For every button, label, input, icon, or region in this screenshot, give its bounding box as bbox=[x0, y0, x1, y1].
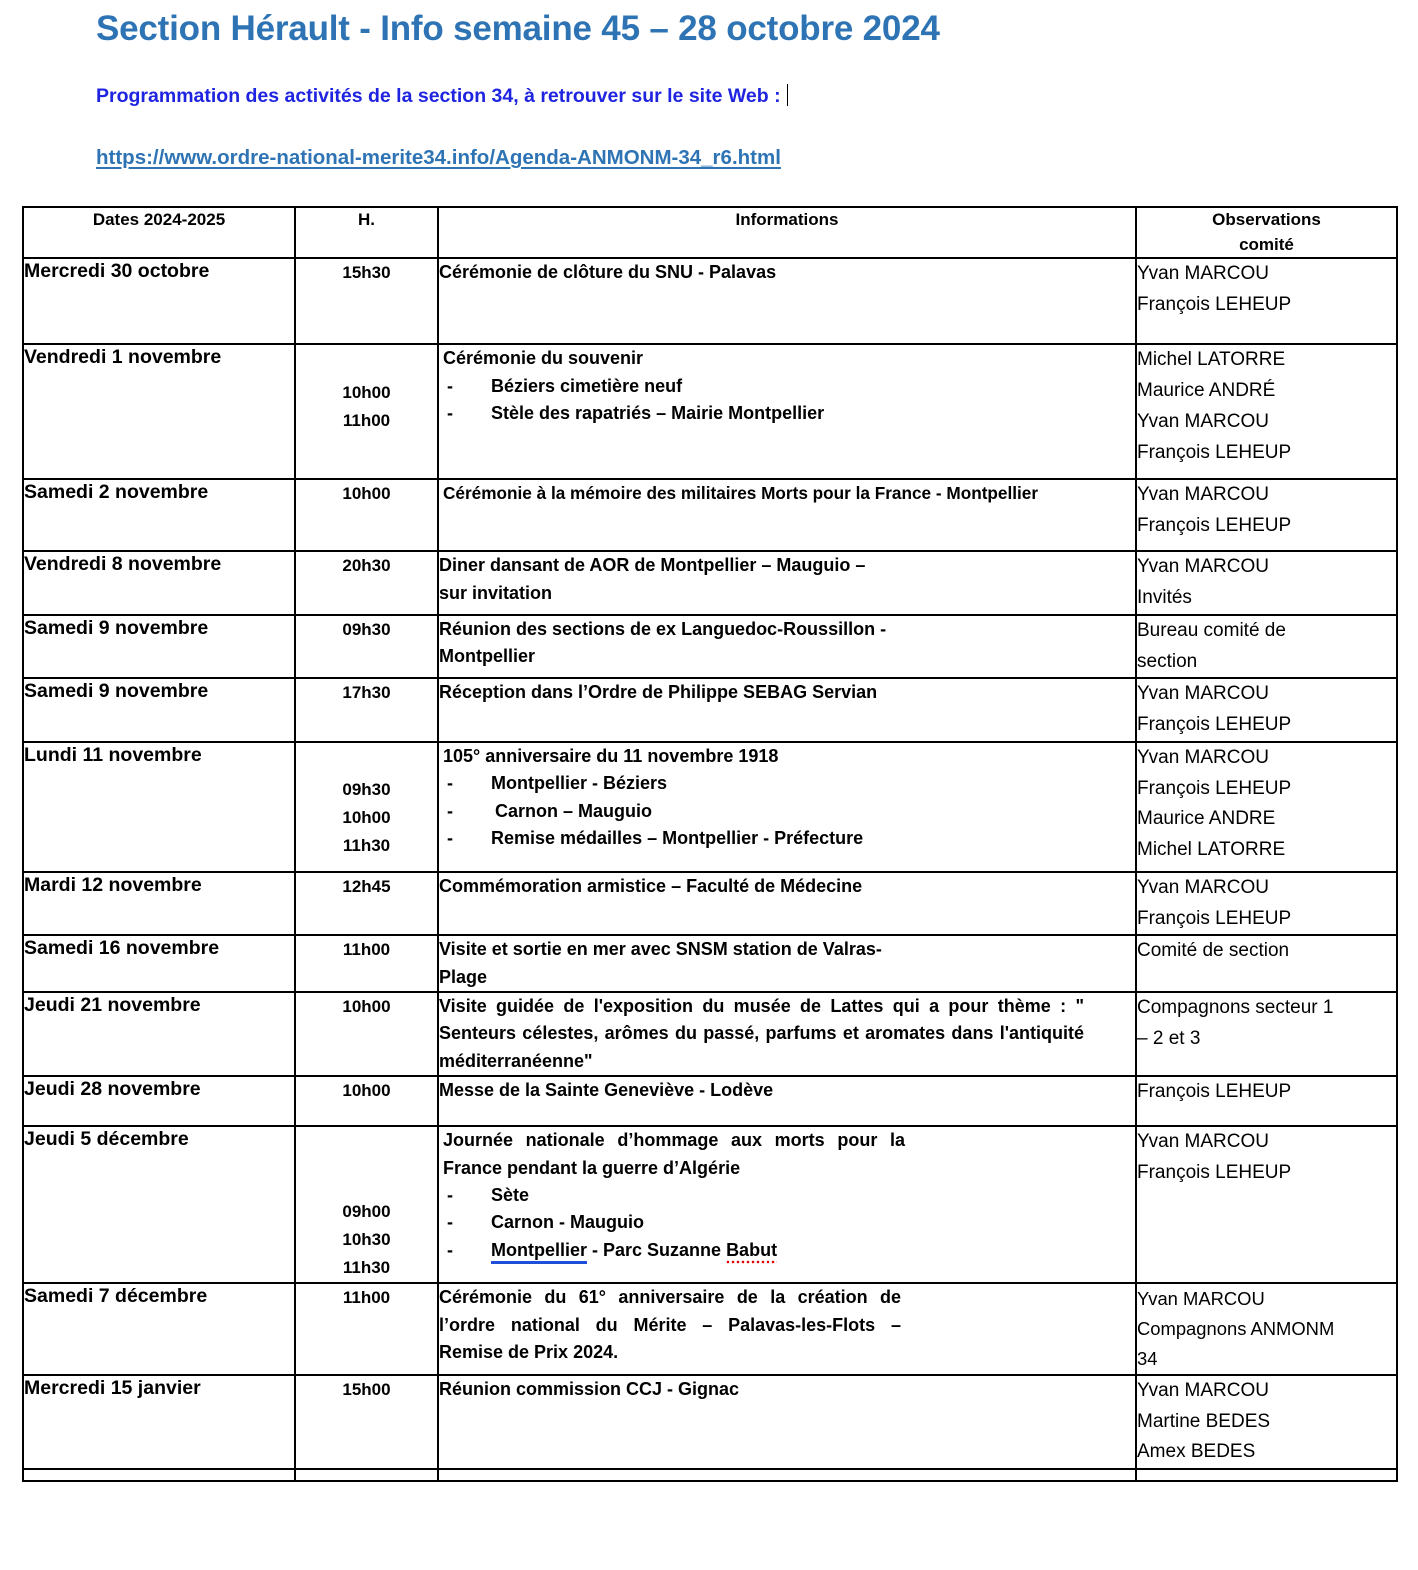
info-line: sur invitation bbox=[439, 582, 553, 603]
observation-line: François LEHEUP bbox=[1137, 441, 1292, 463]
agenda-table bbox=[22, 206, 1398, 1482]
info-line: 105° anniversaire du 11 novembre 1918 bbox=[443, 745, 779, 766]
observation-line: Bureau comité de bbox=[1137, 619, 1286, 641]
cell-date: Jeudi 21 novembre bbox=[23, 992, 295, 1076]
hour-value: 09h30 bbox=[342, 619, 391, 639]
cell-observations bbox=[1136, 1469, 1397, 1481]
table-row bbox=[23, 258, 1397, 344]
info-sublist bbox=[443, 1182, 1135, 1264]
table-row bbox=[23, 935, 1397, 992]
observation-line: Maurice ANDRE bbox=[1137, 808, 1276, 830]
cell-hour bbox=[295, 678, 438, 742]
observation-line: Yvan MARCOU bbox=[1137, 876, 1269, 898]
observation-line: Compagnons ANMONM bbox=[1137, 1318, 1335, 1340]
cell-informations bbox=[438, 872, 1136, 936]
spellcheck-tail: - Parc Suzanne bbox=[587, 1239, 727, 1260]
info-sublist bbox=[443, 373, 1135, 428]
page-title: Section Hérault - Info semaine 45 – 28 octobre 2024 bbox=[96, 9, 940, 48]
observation-line: Yvan MARCOU bbox=[1137, 556, 1269, 578]
observation-line: Maurice ANDRÉ bbox=[1137, 380, 1276, 402]
hour-value: 11h30 bbox=[342, 1258, 391, 1278]
cell-date: Lundi 11 novembre bbox=[23, 742, 295, 872]
hour-value: 10h00 bbox=[342, 807, 391, 827]
cell-hour bbox=[295, 344, 438, 479]
cell-hour bbox=[295, 615, 438, 679]
observation-line: Michel LATORRE bbox=[1137, 839, 1286, 861]
cell-observations bbox=[1136, 551, 1397, 615]
cell-date: Samedi 9 novembre bbox=[23, 615, 295, 679]
cell-informations bbox=[438, 1076, 1136, 1126]
cell-informations bbox=[438, 258, 1136, 344]
hour-value: 09h30 bbox=[342, 779, 391, 799]
cell-informations bbox=[438, 1283, 1136, 1374]
cell-date: Samedi 7 décembre bbox=[23, 1283, 295, 1374]
cell-date: Samedi 9 novembre bbox=[23, 678, 295, 742]
table-row bbox=[23, 1076, 1397, 1126]
cell-hour bbox=[295, 992, 438, 1076]
info-line: Journée nationale d’hommage aux morts pour la France pendant la guerre d’Algérie bbox=[443, 1130, 905, 1178]
column-header-hour: H. bbox=[295, 207, 438, 258]
cell-observations bbox=[1136, 258, 1397, 344]
cell-informations bbox=[438, 935, 1136, 992]
text-cursor bbox=[787, 84, 788, 106]
cell-informations bbox=[438, 1469, 1136, 1481]
cell-date bbox=[23, 1469, 295, 1481]
info-line: Diner dansant de AOR de Montpellier – Mauguio – bbox=[439, 555, 866, 576]
info-sublist-item: - Stèle des rapatriés – Mairie Montpellier bbox=[443, 400, 1135, 427]
cell-observations bbox=[1136, 992, 1397, 1076]
info-sublist-item: - Remise médailles – Montpellier - Préfecture bbox=[443, 825, 1135, 852]
info-sublist-item: - Carnon - Mauguio bbox=[443, 1209, 1135, 1236]
agenda-website-link[interactable]: https://www.ordre-national-merite34.info/Agenda-ANMONM-34_r6.html bbox=[96, 146, 781, 169]
observation-line: Yvan MARCOU bbox=[1137, 746, 1269, 768]
info-sublist-item: - Montpellier - Béziers bbox=[443, 770, 1135, 797]
observation-line: Amex BEDES bbox=[1137, 1441, 1256, 1463]
column-header-dates: Dates 2024-2025 bbox=[23, 207, 295, 258]
cell-observations bbox=[1136, 344, 1397, 479]
cell-hour bbox=[295, 872, 438, 936]
cell-date: Samedi 16 novembre bbox=[23, 935, 295, 992]
observation-line: 34 bbox=[1137, 1347, 1158, 1369]
hour-value: 15h30 bbox=[342, 263, 391, 283]
info-line: Messe de la Sainte Geneviève - Lodève bbox=[439, 1080, 774, 1101]
info-line: Cérémonie de clôture du SNU - Palavas bbox=[439, 262, 777, 283]
cell-observations bbox=[1136, 1375, 1397, 1469]
observation-line: François LEHEUP bbox=[1137, 907, 1292, 929]
cell-date: Vendredi 8 novembre bbox=[23, 551, 295, 615]
observation-line: Michel LATORRE bbox=[1137, 349, 1286, 371]
observation-line: section bbox=[1137, 650, 1198, 672]
observation-line: Yvan MARCOU bbox=[1137, 263, 1269, 285]
table-row-partial bbox=[23, 1469, 1397, 1481]
cell-hour bbox=[295, 742, 438, 872]
column-header-observations-line1: Observations bbox=[1212, 210, 1321, 229]
hour-value: 11h00 bbox=[342, 1288, 391, 1308]
hour-value: 12h45 bbox=[342, 876, 391, 896]
observation-line: Yvan MARCOU bbox=[1137, 484, 1269, 506]
observation-line: – 2 et 3 bbox=[1137, 1027, 1201, 1049]
cell-date: Vendredi 1 novembre bbox=[23, 344, 295, 479]
observation-line: Yvan MARCOU bbox=[1137, 1131, 1269, 1153]
table-row bbox=[23, 551, 1397, 615]
cell-hour bbox=[295, 258, 438, 344]
info-line: Visite et sortie en mer avec SNSM station de Valras- bbox=[439, 939, 882, 960]
info-line: Réception dans l’Ordre de Philippe SEBAG Servian bbox=[439, 682, 878, 703]
hour-value: 15h00 bbox=[342, 1379, 391, 1399]
cell-hour bbox=[295, 1375, 438, 1469]
table-header-row bbox=[23, 207, 1397, 258]
cell-informations bbox=[438, 1126, 1136, 1283]
hour-value: 10h00 bbox=[342, 997, 391, 1017]
info-sublist bbox=[443, 770, 1135, 852]
info-paragraph bbox=[439, 1284, 901, 1366]
cell-hour bbox=[295, 479, 438, 551]
hour-value: 10h00 bbox=[342, 383, 391, 403]
cell-hour bbox=[295, 935, 438, 992]
cell-observations bbox=[1136, 872, 1397, 936]
observation-line: Compagnons secteur 1 bbox=[1137, 997, 1334, 1019]
observation-line: Yvan MARCOU bbox=[1137, 1288, 1265, 1310]
observation-line: François LEHEUP bbox=[1137, 294, 1292, 316]
table-row bbox=[23, 742, 1397, 872]
cell-informations bbox=[438, 1375, 1136, 1469]
info-line: Visite guidée de l'exposition du musée de Lattes qui a pour thème : " Senteurs célestes, arômes du passé, parfums et aromates dans l'antiquité méditerranéenne" bbox=[439, 996, 1084, 1071]
spellcheck-blue-word: Montpellier bbox=[491, 1240, 587, 1264]
cell-observations bbox=[1136, 1076, 1397, 1126]
observation-line: François LEHEUP bbox=[1137, 1081, 1292, 1103]
cell-date: Mercredi 15 janvier bbox=[23, 1375, 295, 1469]
hour-value: 17h30 bbox=[342, 683, 391, 703]
hour-value: 11h00 bbox=[342, 411, 391, 431]
hour-value: 20h30 bbox=[342, 556, 391, 576]
cell-observations bbox=[1136, 935, 1397, 992]
observation-line: Yvan MARCOU bbox=[1137, 410, 1269, 432]
observation-line: Martine BEDES bbox=[1137, 1410, 1271, 1432]
cell-observations bbox=[1136, 479, 1397, 551]
table-row bbox=[23, 872, 1397, 936]
cell-informations bbox=[438, 992, 1136, 1076]
cell-hour bbox=[295, 1283, 438, 1374]
cell-date: Jeudi 5 décembre bbox=[23, 1126, 295, 1283]
agenda-table-body bbox=[23, 258, 1397, 1481]
cell-hour bbox=[295, 1469, 438, 1481]
table-row bbox=[23, 992, 1397, 1076]
hour-value: 11h30 bbox=[342, 835, 391, 855]
page-subtitle bbox=[96, 84, 788, 108]
info-line: Commémoration armistice – Faculté de Médecine bbox=[439, 875, 863, 896]
cell-date: Mardi 12 novembre bbox=[23, 872, 295, 936]
info-line: Cérémonie du souvenir bbox=[443, 348, 644, 369]
cell-observations bbox=[1136, 615, 1397, 679]
cell-informations bbox=[438, 551, 1136, 615]
cell-date: Samedi 2 novembre bbox=[23, 479, 295, 551]
observation-line: François LEHEUP bbox=[1137, 515, 1292, 537]
observation-line: Invités bbox=[1137, 587, 1192, 609]
info-sublist-item: - Carnon – Mauguio bbox=[443, 798, 1135, 825]
cell-observations bbox=[1136, 678, 1397, 742]
observation-line: François LEHEUP bbox=[1137, 1161, 1292, 1183]
cell-observations bbox=[1136, 1126, 1397, 1283]
cell-hour bbox=[295, 1126, 438, 1283]
table-row bbox=[23, 615, 1397, 679]
cell-hour bbox=[295, 551, 438, 615]
info-line: Réunion commission CCJ - Gignac bbox=[439, 1378, 740, 1399]
info-line: Plage bbox=[439, 966, 488, 987]
cell-informations bbox=[438, 615, 1136, 679]
observation-line: Yvan MARCOU bbox=[1137, 1379, 1269, 1401]
hour-value: 09h00 bbox=[342, 1202, 391, 1222]
cell-informations bbox=[438, 479, 1136, 551]
cell-hour bbox=[295, 1076, 438, 1126]
table-row bbox=[23, 344, 1397, 479]
cell-date: Jeudi 28 novembre bbox=[23, 1076, 295, 1126]
info-line: Réunion des sections de ex Languedoc-Roussillon - bbox=[439, 618, 887, 639]
table-row bbox=[23, 479, 1397, 551]
info-paragraph bbox=[439, 993, 1084, 1075]
cell-observations bbox=[1136, 1283, 1397, 1374]
info-sublist-item-spellchecked bbox=[443, 1237, 1135, 1264]
observation-line: François LEHEUP bbox=[1137, 777, 1292, 799]
cell-observations bbox=[1136, 742, 1397, 872]
cell-informations bbox=[438, 344, 1136, 479]
agenda-table-container bbox=[22, 206, 1396, 1482]
column-header-observations bbox=[1136, 207, 1397, 258]
table-row bbox=[23, 1283, 1397, 1374]
observation-line: François LEHEUP bbox=[1137, 714, 1292, 736]
table-row bbox=[23, 1375, 1397, 1469]
observation-line: Yvan MARCOU bbox=[1137, 683, 1269, 705]
hour-value: 10h00 bbox=[342, 484, 391, 504]
info-sublist-item: - Sète bbox=[443, 1182, 1135, 1209]
cell-informations bbox=[438, 678, 1136, 742]
table-row bbox=[23, 678, 1397, 742]
page-subtitle-text: Programmation des activités de la section 34, à retrouver sur le site Web : bbox=[96, 85, 781, 107]
hour-value: 10h00 bbox=[342, 1081, 391, 1101]
hour-value: 11h00 bbox=[342, 940, 391, 960]
observation-line: Comité de section bbox=[1137, 940, 1290, 962]
column-header-observations-line2: comité bbox=[1239, 234, 1294, 254]
info-paragraph bbox=[443, 1127, 905, 1182]
info-line: Cérémonie à la mémoire des militaires Morts pour la France - Montpellier bbox=[443, 483, 1039, 504]
cell-date: Mercredi 30 octobre bbox=[23, 258, 295, 344]
info-line: Montpellier bbox=[439, 646, 536, 667]
table-row bbox=[23, 1126, 1397, 1283]
cell-informations bbox=[438, 742, 1136, 872]
info-line: Cérémonie du 61° anniversaire de la création de l’ordre national du Mérite – Palavas-les-Flots – Remise de Prix 2024. bbox=[439, 1287, 901, 1363]
hour-value: 10h30 bbox=[342, 1230, 391, 1250]
info-sublist-item: - Béziers cimetière neuf bbox=[443, 373, 1135, 400]
spellcheck-red-word: Babut bbox=[726, 1240, 777, 1264]
column-header-informations: Informations bbox=[438, 207, 1136, 258]
